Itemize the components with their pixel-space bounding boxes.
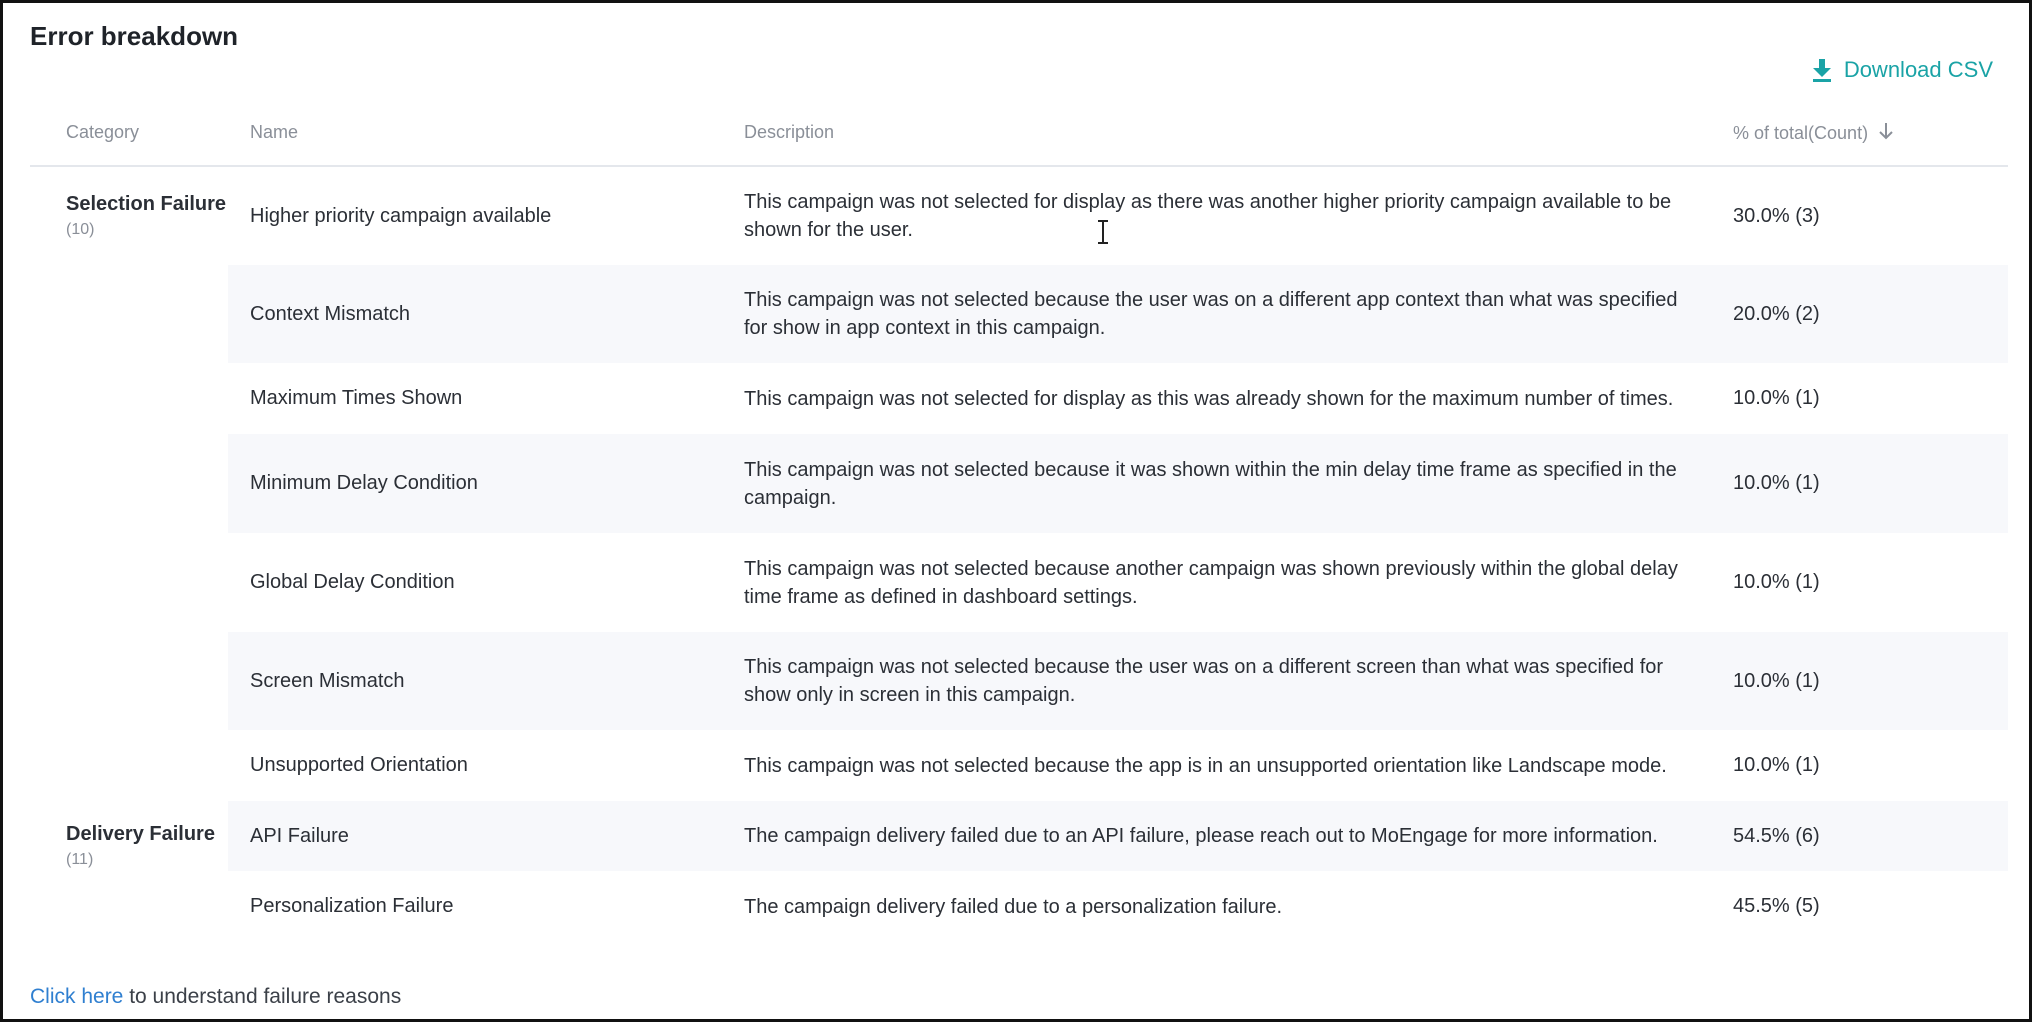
row-name: Personalization Failure xyxy=(250,895,454,917)
table-row xyxy=(228,730,2008,801)
page-title: Error breakdown xyxy=(30,21,239,51)
column-header-description: Description xyxy=(744,122,835,142)
row-percent: 45.5% (5) xyxy=(1733,895,1820,917)
footer-text: to understand failure reasons xyxy=(123,985,402,1008)
row-name: Context Mismatch xyxy=(250,302,411,325)
category-cell xyxy=(66,191,236,241)
row-description: This campaign was not selected because the user was on a different screen than what was specified for show only in screen in this campaign. xyxy=(744,656,1664,706)
row-percent: 20.0% (2) xyxy=(1733,302,1820,325)
row-description: This campaign was not selected for display as there was another higher priority campaign available to be shown for the user. xyxy=(744,191,1672,241)
row-name: API Failure xyxy=(250,824,349,847)
row-description: This campaign was not selected for display as this was already shown for the maximum number of times. xyxy=(744,387,1674,410)
table-row xyxy=(228,265,2008,363)
arrow-down-icon[interactable] xyxy=(1878,122,1894,145)
column-header-name: Name xyxy=(250,122,299,142)
category-cell xyxy=(66,821,236,871)
download-icon xyxy=(1812,58,1832,82)
row-percent: 10.0% (1) xyxy=(1733,387,1820,409)
row-name: Screen Mismatch xyxy=(250,669,405,692)
row-name: Maximum Times Shown xyxy=(250,387,463,409)
row-percent: 54.5% (6) xyxy=(1733,824,1820,847)
row-name: Global Delay Condition xyxy=(250,571,455,593)
download-csv-label: Download CSV xyxy=(1843,57,1993,82)
category-count: (11) xyxy=(66,851,94,868)
row-name: Higher priority campaign available xyxy=(250,204,552,227)
category-group-delivery-failure xyxy=(30,801,2008,942)
table-row xyxy=(228,434,2008,533)
error-table xyxy=(30,103,2008,942)
row-description: This campaign was not selected because another campaign was shown previously within the global delay time frame as defined in dashboard settings. xyxy=(744,557,1678,608)
row-description: The campaign delivery failed due to a personalization failure. xyxy=(744,895,1283,918)
row-percent: 10.0% (1) xyxy=(1733,754,1820,776)
category-count: (10) xyxy=(66,221,95,238)
row-description: This campaign was not selected because it was shown within the min delay time frame as specified in the campaign. xyxy=(744,458,1677,509)
table-row xyxy=(228,801,2008,871)
table-row xyxy=(228,871,2008,942)
click-here-link[interactable]: Click here xyxy=(30,985,124,1008)
row-description: This campaign was not selected because the app is in an unsupported orientation like Landscape mode. xyxy=(744,754,1667,777)
row-percent: 30.0% (3) xyxy=(1733,204,1820,227)
table-row xyxy=(228,363,2008,434)
category-name: Delivery Failure xyxy=(66,823,215,845)
row-name: Unsupported Orientation xyxy=(250,754,468,776)
table-row xyxy=(228,533,2008,632)
row-description: This campaign was not selected because the user was on a different app context than what was specified for show in app context in this campaign. xyxy=(744,289,1678,339)
category-group-selection-failure xyxy=(30,167,2008,801)
table-row xyxy=(228,632,2008,730)
footer-help xyxy=(30,985,401,1009)
column-header-percent[interactable] xyxy=(1733,122,1894,145)
row-description: The campaign delivery failed due to an API failure, please reach out to MoEngage for more information. xyxy=(744,825,1658,847)
text-cursor-icon xyxy=(1097,219,1109,250)
row-name: Minimum Delay Condition xyxy=(250,472,478,494)
table-header xyxy=(30,103,2008,167)
column-header-category: Category xyxy=(66,122,140,142)
category-name: Selection Failure xyxy=(66,193,227,215)
download-csv-button[interactable] xyxy=(1812,57,1993,83)
row-percent: 10.0% (1) xyxy=(1733,472,1820,494)
row-percent: 10.0% (1) xyxy=(1733,669,1820,692)
row-percent: 10.0% (1) xyxy=(1733,571,1820,593)
column-header-percent-label: % of total(Count) xyxy=(1733,123,1869,143)
table-row xyxy=(228,167,2008,265)
